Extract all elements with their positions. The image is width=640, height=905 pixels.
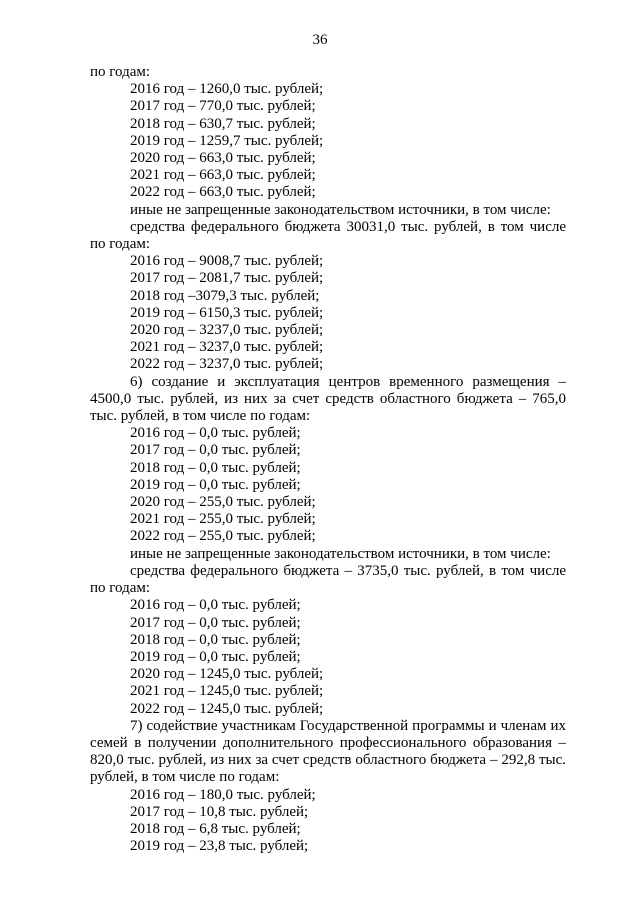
list-item: 2021 год – 255,0 тыс. рублей;	[130, 511, 316, 528]
list-item: 2018 год –3079,3 тыс. рублей;	[130, 287, 320, 304]
list-item: 2022 год – 1245,0 тыс. рублей;	[130, 700, 324, 717]
list-item: иные не запрещенные законодательством источники, в том числе:	[130, 545, 551, 562]
text-line: по годам:	[90, 64, 151, 80]
list-item: 2016 год – 9008,7 тыс. рублей;	[130, 253, 324, 270]
paragraph: 6) создание и эксплуатация центров временного размещения – 4500,0 тыс. рублей, из них за счет средств областного бюджета – 765,0 тыс. рублей, в том числе по годам:	[90, 373, 566, 425]
list-item: 2016 год – 0,0 тыс. рублей;	[130, 597, 301, 614]
list-item: 2020 год – 663,0 тыс. рублей;	[130, 150, 316, 167]
list-item: 2017 год – 0,0 тыс. рублей;	[130, 614, 301, 631]
paragraph: средства федерального бюджета – 3735,0 тыс. рублей, в том числе по годам:	[90, 562, 566, 597]
list-item: 2022 год – 663,0 тыс. рублей;	[130, 184, 316, 201]
list-item: иные не запрещенные законодательством источники, в том числе:	[130, 201, 551, 218]
list-item: 2018 год – 0,0 тыс. рублей;	[130, 631, 301, 648]
list-item: 2017 год – 0,0 тыс. рублей;	[130, 442, 301, 459]
page-number: 36	[312, 32, 328, 48]
list-item: 2020 год – 255,0 тыс. рублей;	[130, 494, 316, 511]
list-item: 2022 год – 255,0 тыс. рублей;	[130, 528, 316, 545]
list-item: 2018 год – 6,8 тыс. рублей;	[130, 820, 301, 837]
list-item: 2019 год – 0,0 тыс. рублей;	[130, 476, 301, 493]
list-item: 2021 год – 3237,0 тыс. рублей;	[130, 339, 324, 356]
list-item: 2019 год – 0,0 тыс. рублей;	[130, 648, 301, 665]
list-item: 2020 год – 3237,0 тыс. рублей;	[130, 322, 324, 339]
list-item: 2016 год – 1260,0 тыс. рублей;	[130, 81, 324, 98]
document-body	[90, 64, 566, 855]
paragraph: 7) содействие участникам Государственной программы и членам их семей в получении дополнительного профессионального образования – 820,0 тыс. рублей, из них за счет средств областного бюджета – 292,8 тыс. рублей, в том числе по годам:	[90, 717, 566, 786]
list-item: 2019 год – 6150,3 тыс. рублей;	[130, 304, 324, 321]
list-item: 2019 год – 1259,7 тыс. рублей;	[130, 132, 324, 149]
list-item: 2022 год – 3237,0 тыс. рублей;	[130, 356, 324, 373]
list-item: 2018 год – 0,0 тыс. рублей;	[130, 459, 301, 476]
list-item: 2016 год – 180,0 тыс. рублей;	[130, 786, 316, 803]
list-item: 2018 год – 630,7 тыс. рублей;	[130, 115, 316, 132]
list-item: 2016 год – 0,0 тыс. рублей;	[130, 425, 301, 442]
list-item: 2017 год – 10,8 тыс. рублей;	[130, 803, 309, 820]
list-item: 2020 год – 1245,0 тыс. рублей;	[130, 666, 324, 683]
list-item: 2021 год – 1245,0 тыс. рублей;	[130, 683, 324, 700]
list-item: 2021 год – 663,0 тыс. рублей;	[130, 167, 316, 184]
list-item: 2019 год – 23,8 тыс. рублей;	[130, 838, 309, 855]
paragraph: средства федерального бюджета 30031,0 тыс. рублей, в том числе по годам:	[90, 218, 566, 253]
list-item: 2017 год – 2081,7 тыс. рублей;	[130, 270, 324, 287]
list-item: 2017 год – 770,0 тыс. рублей;	[130, 98, 316, 115]
